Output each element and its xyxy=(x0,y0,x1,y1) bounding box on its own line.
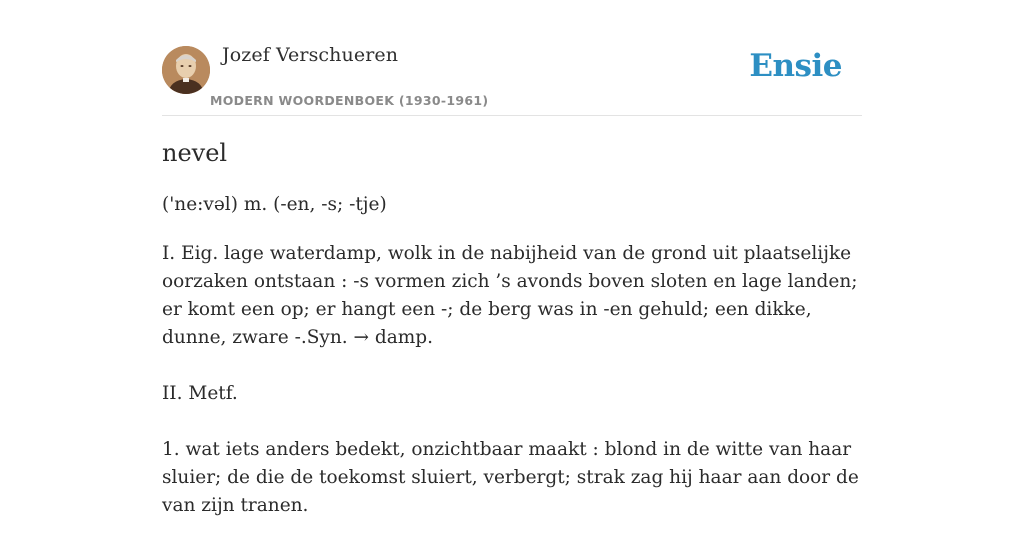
definition-paragraph: 1. wat iets anders bedekt, onzichtbaar maakt : blond in de witte van haar sluier; de die de toekomst sluiert, verbergt; strak zag hij haar aan door de van zijn tranen. xyxy=(162,439,859,516)
entry-page xyxy=(162,0,862,516)
author-avatar[interactable] xyxy=(162,46,210,94)
dictionary-source[interactable]: MODERN WOORDENBOEK (1930-1961) xyxy=(210,93,489,108)
pronunciation: ('ne:vəl) m. (-en, -s; -tje) xyxy=(162,194,387,215)
definition-paragraph: I. Eig. lage waterdamp, wolk in de nabijheid van de grond uit plaatselijke oorzaken ontstaan : -s vormen zich ’s avonds boven sloten en lage landen; er komt een op; er hangt een -; de berg was in -en gehuld; een dikke, dunne, zware -.Syn. → damp. xyxy=(162,243,858,348)
definition-paragraph: II. Metf. xyxy=(162,383,238,404)
ensie-logo[interactable]: Ensie xyxy=(749,48,842,84)
portrait-image xyxy=(162,46,210,94)
author-name[interactable]: Jozef Verschueren xyxy=(222,44,399,66)
headword: nevel xyxy=(162,139,228,167)
definition-body xyxy=(162,240,862,548)
header xyxy=(162,0,862,116)
